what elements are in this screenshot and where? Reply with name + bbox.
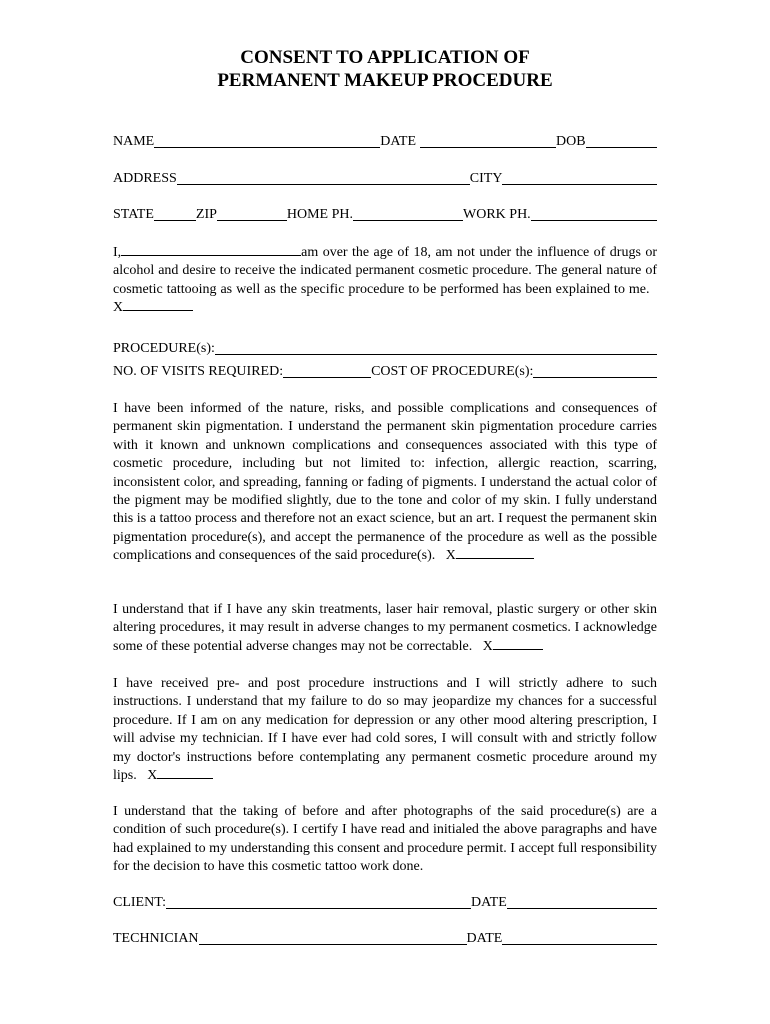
dob-field[interactable] bbox=[586, 135, 657, 148]
name-field[interactable] bbox=[154, 135, 380, 148]
visits-label: NO. OF VISITS REQUIRED: bbox=[113, 364, 284, 379]
client-signature-field[interactable] bbox=[166, 896, 471, 909]
intro-paragraph bbox=[113, 244, 657, 318]
treatments-paragraph bbox=[113, 601, 657, 656]
initial-mark: X bbox=[482, 638, 493, 654]
zip-label: ZIP bbox=[195, 207, 217, 222]
title-line-1: CONSENT TO APPLICATION OF bbox=[240, 47, 530, 68]
address-label: ADDRESS bbox=[113, 171, 177, 186]
cost-field[interactable] bbox=[533, 365, 657, 378]
initial-field-treatments[interactable] bbox=[493, 638, 543, 650]
technician-label: TECHNICIAN bbox=[113, 931, 199, 946]
home-phone-field[interactable] bbox=[353, 208, 463, 221]
client-date-field[interactable] bbox=[507, 896, 657, 909]
name-label: NAME bbox=[113, 134, 155, 149]
cost-label: COST OF PROCEDURE(s): bbox=[371, 364, 534, 379]
dob-label: DOB bbox=[556, 134, 586, 149]
technician-signature-field[interactable] bbox=[199, 932, 467, 945]
intro-prefix: I, bbox=[113, 245, 122, 260]
risks-text: I have been informed of the nature, risks, and possible complications and consequences of permanent skin pigmentation. I understand the permanent skin pigmentation procedure carries with it known and unknown complications and consequences associated with this type of cosmetic procedure, including but not limited to: infection, allergic reaction, scarring, inconsistent color, and spreading, fanning or fading of pigments. I understand the actual color of the pigment may be modified slightly, due to the tone and color of my skin. I fully understand this is a tattoo process and therefore not an exact science, but an art. I request the permanent skin pigmentation procedure(s), and accept the permanence of the procedure as well as the possible complications and consequences of the said procedure(s). bbox=[113, 401, 657, 564]
name-date-dob-row bbox=[113, 134, 657, 150]
zip-field[interactable] bbox=[217, 208, 287, 221]
treatments-text: I understand that if I have any skin treatments, laser hair removal, plastic surgery or other skin altering procedures, it may result in adverse changes to my permanent cosmetics. I acknowledge some of these potential adverse changes may not be correctable. bbox=[113, 602, 657, 654]
state-zip-phone-row bbox=[113, 207, 657, 223]
client-signature-row bbox=[113, 895, 657, 911]
work-phone-field[interactable] bbox=[531, 208, 657, 221]
address-field[interactable] bbox=[177, 172, 470, 185]
instructions-text: I have received pre- and post procedure instructions and I will strictly adhere to such instructions. I understand that my failure to do so may jeopardize my chances for a successful procedure. If I am on any medication for depression or any other mood altering prescription, I will advise my technician. If I have ever had cold sores, I will consult with and strictly follow my doctor's instructions before contemplating any permanent cosmetic procedure around my lips. bbox=[113, 676, 657, 784]
client-label: CLIENT: bbox=[113, 895, 166, 910]
visits-cost-row bbox=[113, 364, 657, 380]
procedures-row bbox=[113, 341, 657, 357]
photos-paragraph bbox=[113, 803, 657, 877]
state-label: STATE bbox=[113, 207, 154, 222]
initial-mark: X bbox=[147, 768, 158, 784]
form-title bbox=[0, 46, 770, 92]
city-label: CITY bbox=[469, 171, 503, 186]
technician-date-label: DATE bbox=[466, 931, 503, 946]
date-field[interactable] bbox=[420, 135, 556, 148]
address-city-row bbox=[113, 171, 657, 187]
initial-field-risks[interactable] bbox=[456, 547, 534, 559]
state-field[interactable] bbox=[154, 208, 196, 221]
work-phone-label: WORK PH. bbox=[463, 207, 531, 222]
photos-text: I understand that the taking of before and after photographs of the said procedure(s) are a condition of such procedure(s). I certify I have read and initialed the above paragraphs and have had explained to my understanding this consent and procedure permit. I accept full responsibility for the decision to have this cosmetic tattoo work done. bbox=[113, 804, 657, 875]
technician-signature-row bbox=[113, 931, 657, 947]
procedures-field[interactable] bbox=[215, 342, 657, 355]
initial-field-instructions[interactable] bbox=[157, 767, 213, 779]
initial-mark: X bbox=[113, 300, 124, 316]
date-label: DATE bbox=[380, 134, 417, 149]
initial-field-intro[interactable] bbox=[123, 299, 193, 311]
client-date-label: DATE bbox=[470, 895, 507, 910]
intro-text: am over the age of 18, am not under the influence of drugs or alcohol and desire to receive the indicated permanent cosmetic procedure. The general nature of cosmetic tattooing as well as the specific procedure to be performed has been explained to me. bbox=[113, 245, 657, 297]
instructions-paragraph bbox=[113, 675, 657, 785]
client-name-blank[interactable] bbox=[121, 244, 301, 256]
risks-paragraph bbox=[113, 400, 657, 566]
initial-mark: X bbox=[445, 548, 456, 564]
technician-date-field[interactable] bbox=[502, 932, 657, 945]
title-line-2: PERMANENT MAKEUP PROCEDURE bbox=[217, 70, 553, 91]
city-field[interactable] bbox=[502, 172, 657, 185]
visits-field[interactable] bbox=[283, 365, 371, 378]
procedures-label: PROCEDURE(s): bbox=[113, 341, 215, 356]
home-phone-label: HOME PH. bbox=[286, 207, 354, 222]
